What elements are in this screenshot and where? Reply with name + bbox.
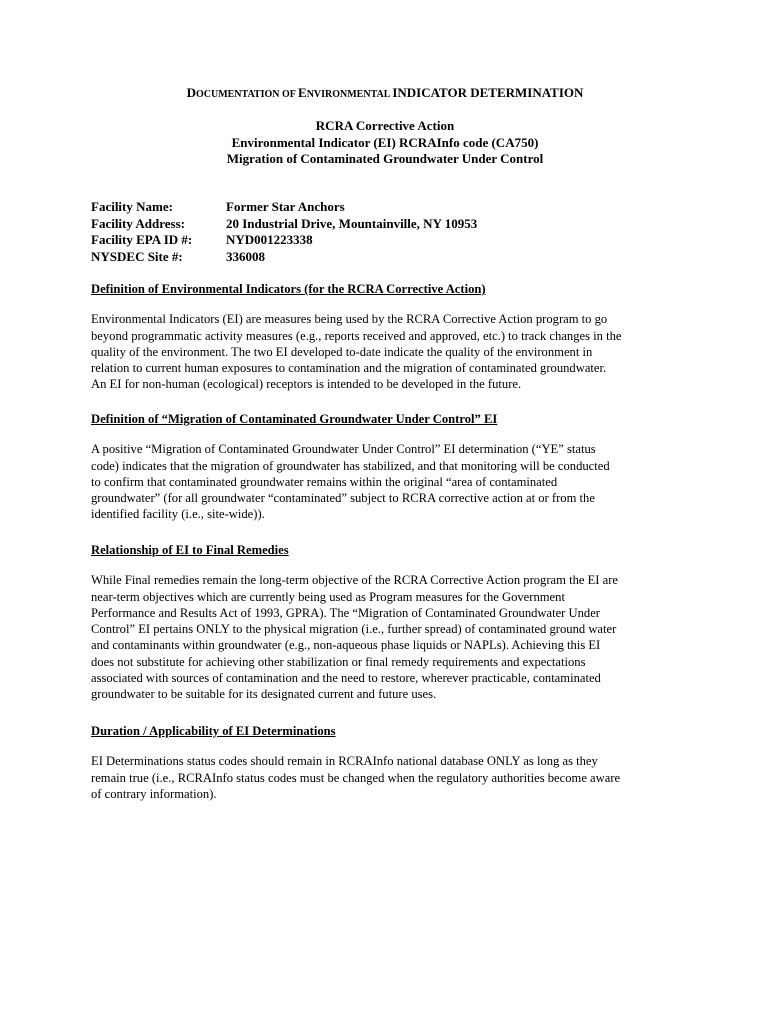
facility-value: 336008 — [226, 248, 265, 264]
title-cap-d: D — [186, 85, 196, 100]
body-line: An EI for non-human (ecological) receptors is intended to be developed in the future. — [91, 377, 522, 392]
body-line: does not substitute for achieving other stabilization or final remedy requirements and expectations — [91, 654, 586, 669]
section-heading: Definition of Environmental Indicators (for the RCRA Corrective Action) — [91, 282, 486, 296]
title-small-caps-1: OCUMENTATION OF — [195, 89, 299, 100]
facility-value: 20 Industrial Drive, Mountainville, NY 10953 — [226, 215, 478, 231]
facility-label: NYSDEC Site #: — [91, 248, 183, 264]
subtitle-line: Migration of Contaminated Groundwater Under Control — [226, 151, 544, 166]
body-line: While Final remedies remain the long-term objective of the RCRA Corrective Action program the EI are — [91, 573, 619, 588]
facility-label: Facility Name: — [91, 199, 173, 214]
facility-row — [91, 232, 477, 249]
facility-value: NYD001223338 — [226, 232, 313, 247]
body-line: quality of the environment. The two EI developed to-date indicate the quality of the environment in — [91, 344, 593, 359]
body-line: groundwater to be suitable for its designated current and future uses. — [91, 687, 437, 702]
body-line: relation to current human exposures to contamination and the migration of contaminated groundwater. — [91, 361, 607, 376]
body-line: to confirm that contaminated groundwater remains within the original “area of contaminated — [91, 474, 558, 489]
section-duration-applicability — [91, 723, 681, 802]
body-line: EI Determinations status codes should remain in RCRAInfo national database ONLY as long as they — [91, 754, 598, 769]
body-line: Performance and Results Act of 1993, GPRA). The “Migration of Contaminated Groundwater Under — [91, 605, 601, 620]
title-part-3: INDICATOR DETERMINATION — [392, 85, 584, 100]
body-line: Environmental Indicators (EI) are measures being used by the RCRA Corrective Action program to go — [91, 312, 608, 327]
body-line: near-term objectives which are currently being used as Program measures for the Government — [91, 589, 565, 604]
section-definition-migration — [91, 411, 681, 523]
section-heading: Duration / Applicability of EI Determinations — [91, 724, 336, 738]
section-definition-ei — [91, 281, 681, 393]
body-line: and contaminants within groundwater (e.g., non-aqueous phase liquids or NAPLs). Achieving this EI — [91, 638, 601, 653]
subtitle-block — [0, 118, 770, 168]
body-line: of contrary information). — [91, 786, 217, 801]
section-body — [91, 441, 681, 522]
section-body — [91, 572, 681, 702]
body-line: A positive “Migration of Contaminated Groundwater Under Control” EI determination (“YE” status — [91, 442, 596, 457]
body-line: code) indicates that the migration of groundwater has stabilized, and that monitoring will be conducted — [91, 458, 610, 473]
body-line: beyond programmatic activity measures (e.g., reports received and approved, etc.) to track changes in the — [91, 328, 622, 343]
body-line: remain true (i.e., RCRAInfo status codes must be changed when the regulatory authorities become aware — [91, 770, 621, 785]
facility-info — [91, 199, 477, 265]
facility-row — [91, 199, 477, 216]
body-line: Control” EI pertains ONLY to the physical migration (i.e., further spread) of contaminated ground water — [91, 622, 617, 637]
subtitle-line: RCRA Corrective Action — [315, 118, 455, 133]
facility-label: Facility EPA ID #: — [91, 232, 193, 247]
facility-row — [91, 216, 477, 233]
title-cap-e: E — [298, 85, 307, 100]
section-heading: Relationship of EI to Final Remedies — [91, 543, 289, 557]
section-heading: Definition of “Migration of Contaminated Groundwater Under Control” EI — [91, 412, 498, 426]
body-line: groundwater” (for all groundwater “contaminated” subject to RCRA corrective action at or from the — [91, 491, 595, 506]
facility-value: Former Star Anchors — [226, 199, 345, 214]
body-line: identified facility (i.e., site-wide)). — [91, 507, 265, 522]
section-body — [91, 753, 681, 802]
section-body — [91, 311, 681, 392]
body-line: associated with sources of contamination and the need to restore, wherever practicable, contaminated — [91, 671, 601, 686]
section-relationship-final-remedies — [91, 542, 681, 703]
facility-label: Facility Address: — [91, 215, 186, 231]
subtitle-line: Environmental Indicator (EI) RCRAInfo code (CA750) — [231, 134, 539, 150]
title-small-caps-2: NVIRONMENTAL — [306, 89, 393, 100]
facility-row — [91, 249, 477, 266]
document-title — [0, 84, 770, 104]
